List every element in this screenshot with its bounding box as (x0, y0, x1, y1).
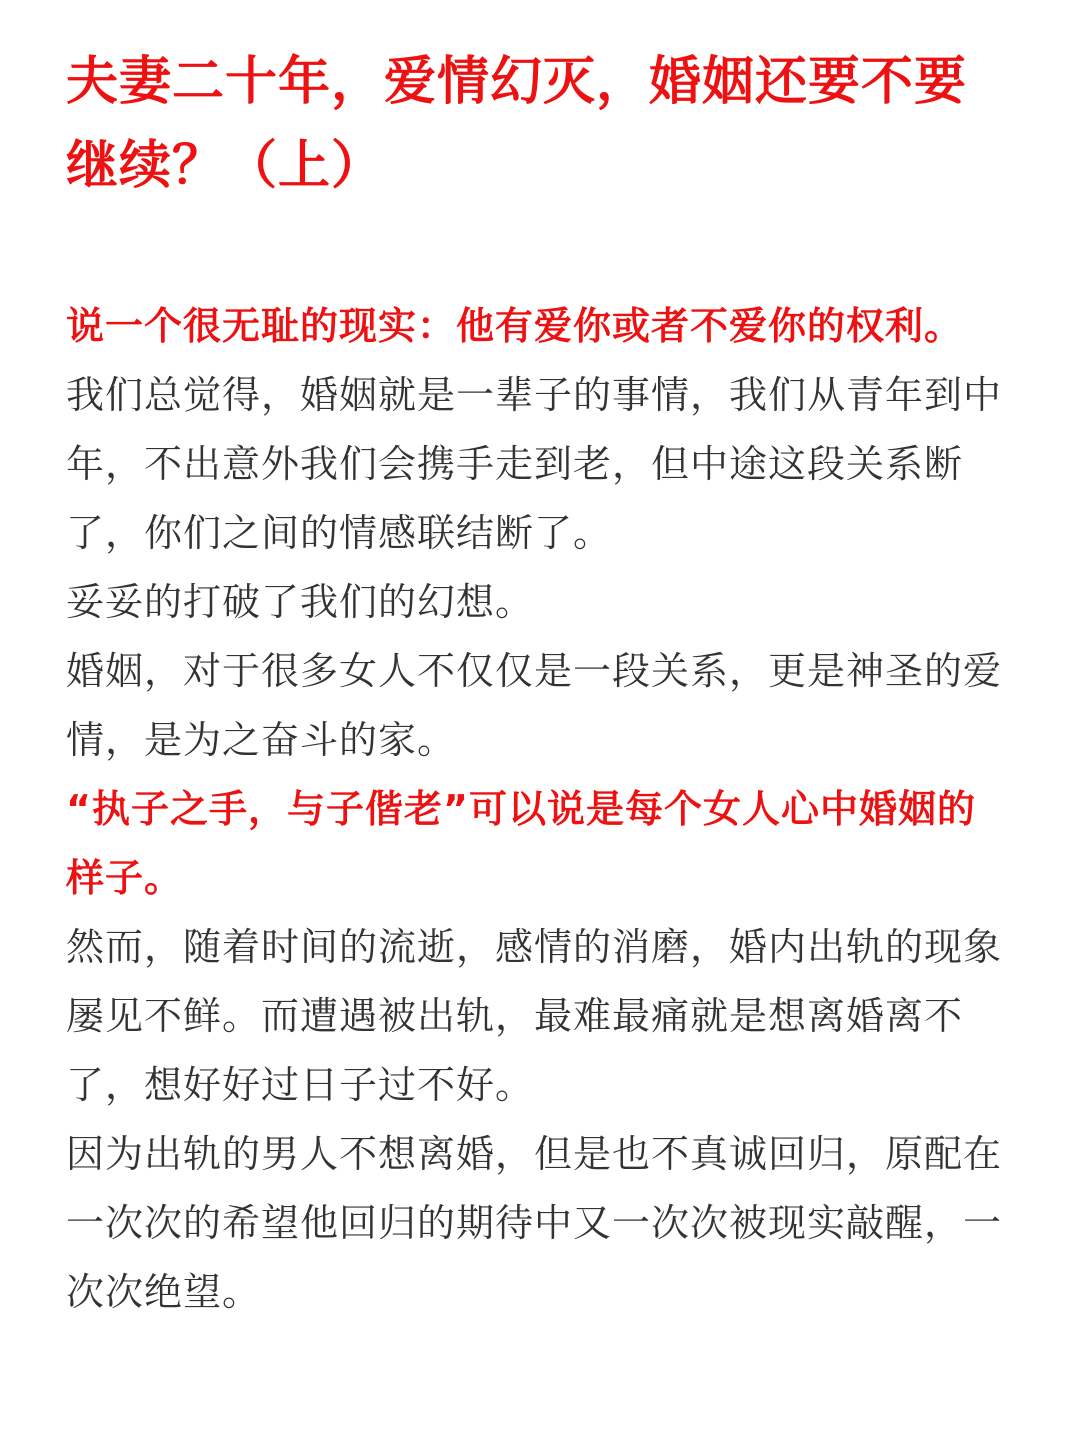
article (66, 40, 1006, 1327)
paragraph: 婚姻，对于很多女人不仅仅是一段关系，更是神圣的爱情，是为之奋斗的家。 (66, 649, 1003, 762)
paragraph: 我们总觉得，婚姻就是一辈子的事情，我们从青年到中年，不出意外我们会携手走到老，但中途这段关系断了，你们之间的情感联结断了。 (66, 373, 1003, 555)
paragraph: 因为出轨的男人不想离婚，但是也不真诚回归，原配在一次次的希望他回归的期待中又一次次被现实敲醒，一次次绝望。 (66, 1132, 1003, 1314)
paragraph: 然而，随着时间的流逝，感情的消磨，婚内出轨的现象屡见不鲜。而遭遇被出轨，最难最痛就是想离婚离不了，想好好过日子过不好。 (66, 925, 1003, 1107)
paragraph-emphasis: “执子之手，与子偕老”可以说是每个女人心中婚姻的样子。 (66, 787, 976, 900)
article-title: 夫妻二十年，爱情幻灭，婚姻还要不要继续？（上） (66, 52, 968, 196)
paragraph: 妥妥的打破了我们的幻想。 (66, 580, 535, 624)
paragraph-emphasis: 说一个很无耻的现实：他有爱你或者不爱你的权利。 (66, 304, 964, 348)
article-body (66, 292, 1006, 1327)
